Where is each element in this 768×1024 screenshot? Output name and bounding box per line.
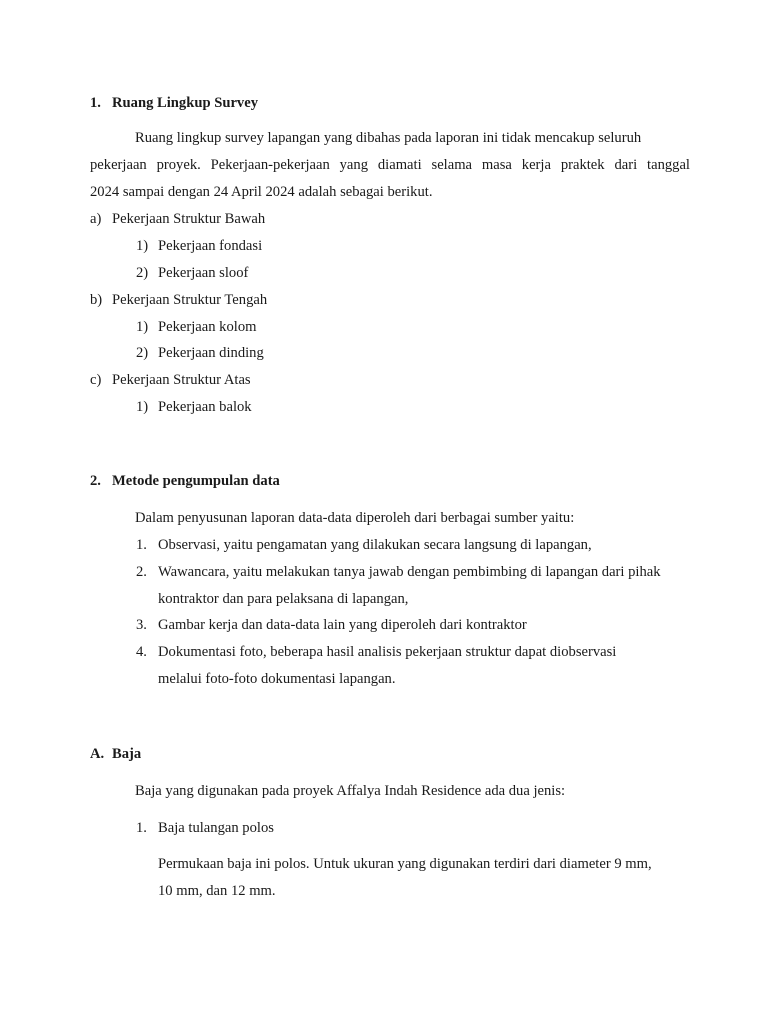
list-group-label: Pekerjaan Struktur Tengah [112,292,268,308]
list-item [136,318,256,336]
section-a-title: Baja [112,746,142,762]
list-item-marker: 1) [136,399,149,415]
list-group-c [90,371,251,389]
section-a-letter: A. [90,746,105,762]
list-item-label: Observasi, yaitu pengamatan yang dilakukan secara langsung di lapangan, [158,537,592,553]
list-item [136,643,616,661]
list-item-label: Pekerjaan dinding [158,345,264,361]
section-2-title: Metode pengumpulan data [112,473,280,489]
list-item-marker: 1. [136,820,147,836]
list-item-marker: 3. [136,617,147,633]
list-item-label: Pekerjaan sloof [158,265,249,281]
list-item [136,563,661,581]
list-group-b [90,291,267,309]
list-item [136,237,262,255]
list-item [136,819,274,837]
list-item-label: Baja tulangan polos [158,820,274,836]
list-item [136,264,248,282]
list-item-label: Pekerjaan balok [158,399,252,415]
list-item-label: Dokumentasi foto, beberapa hasil analisis pekerjaan struktur dapat diobservasi [158,644,617,660]
section-2-number: 2. [90,473,101,489]
list-item-label: Pekerjaan fondasi [158,238,263,254]
list-group-marker: c) [90,372,102,388]
section-1-heading [90,94,258,112]
section-a-description-line-2: 10 mm, dan 12 mm. [158,883,276,899]
section-a-heading [90,745,141,763]
list-item-marker: 4. [136,644,147,660]
list-item-marker: 1) [136,319,149,335]
list-item [136,536,592,554]
list-item-continuation: kontraktor dan para pelaksana di lapangan, [158,591,409,607]
section-1-paragraph-line-1: Ruang lingkup survey lapangan yang dibahas pada laporan ini tidak mencakup seluruh [135,130,642,146]
section-1-title: Ruang Lingkup Survey [112,95,258,111]
list-group-marker: b) [90,292,103,308]
list-item [136,398,252,416]
list-item-marker: 1) [136,238,149,254]
section-1-number: 1. [90,95,101,111]
list-item-marker: 2. [136,564,147,580]
list-item [136,616,527,634]
list-group-label: Pekerjaan Struktur Bawah [112,211,266,227]
list-item-marker: 1. [136,537,147,553]
list-item-label: Pekerjaan kolom [158,319,257,335]
section-a-description-line-1: Permukaan baja ini polos. Untuk ukuran yang digunakan terdiri dari diameter 9 mm, [158,856,652,872]
list-group-a [90,210,265,228]
list-group-label: Pekerjaan Struktur Atas [112,372,251,388]
section-2-heading [90,472,280,490]
section-2-intro: Dalam penyusunan laporan data-data diperoleh dari berbagai sumber yaitu: [135,510,575,526]
section-a-intro: Baja yang digunakan pada proyek Affalya Indah Residence ada dua jenis: [135,783,566,799]
list-item-label: Gambar kerja dan data-data lain yang diperoleh dari kontraktor [158,617,527,633]
list-item-label: Wawancara, yaitu melakukan tanya jawab dengan pembimbing di lapangan dari pihak [158,564,661,580]
section-1-paragraph-line-3: 2024 sampai dengan 24 April 2024 adalah sebagai berikut. [90,184,433,200]
list-item-marker: 2) [136,345,149,361]
list-item-marker: 2) [136,265,149,281]
list-group-marker: a) [90,211,102,227]
list-item [136,344,264,362]
section-1-paragraph-line-2: pekerjaan proyek. Pekerjaan-pekerjaan yang diamati selama masa kerja praktek dari tanggal [90,157,690,173]
list-item-continuation: melalui foto-foto dokumentasi lapangan. [158,671,396,687]
